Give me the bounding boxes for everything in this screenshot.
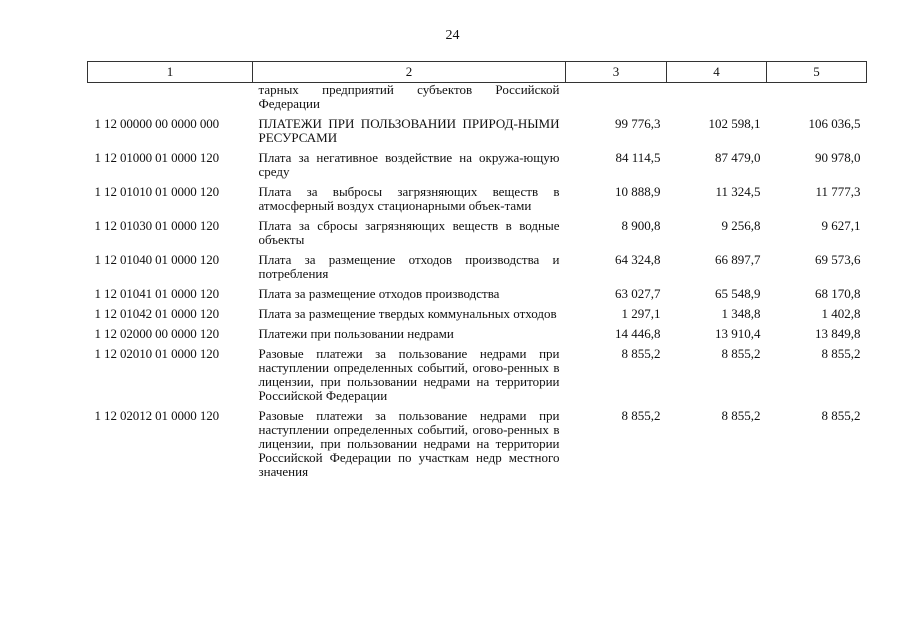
row-value-col5: 11 777,3 xyxy=(815,184,861,199)
row-value-col5 xyxy=(767,83,867,118)
row-name: Плата за выбросы загрязняющих веществ в атмосферный воздух стационарными объек-тами xyxy=(258,184,560,213)
row-value-col3: 63 027,7 xyxy=(615,286,661,301)
row-value-col3: 64 324,8 xyxy=(615,252,661,267)
row-code: 1 12 01042 01 0000 120 xyxy=(94,306,220,321)
row-value-col3: 14 446,8 xyxy=(615,326,661,341)
row-value-col4: 87 479,0 xyxy=(715,150,761,165)
row-value-col5: 90 978,0 xyxy=(815,150,861,165)
row-value-col3 xyxy=(566,83,667,118)
row-code: 1 12 01030 01 0000 120 xyxy=(94,218,220,233)
row-value-col4: 1 348,8 xyxy=(721,306,761,321)
table-row xyxy=(88,219,867,253)
row-value-col5: 68 170,8 xyxy=(815,286,861,301)
row-name: Плата за сбросы загрязняющих веществ в водные объекты xyxy=(258,218,560,247)
column-header-4: 4 xyxy=(667,62,767,83)
row-value-col4: 8 855,2 xyxy=(721,346,761,361)
row-value-col5: 69 573,6 xyxy=(815,252,861,267)
row-code: 1 12 01010 01 0000 120 xyxy=(94,184,220,199)
table-row xyxy=(88,307,867,327)
table-row xyxy=(88,151,867,185)
table-row xyxy=(88,253,867,287)
table-row xyxy=(88,327,867,347)
row-name: ПЛАТЕЖИ ПРИ ПОЛЬЗОВАНИИ ПРИРОД-НЫМИ РЕСУРСАМИ xyxy=(258,116,560,145)
row-value-col4 xyxy=(667,83,767,118)
header-row xyxy=(88,62,867,83)
row-value-col5: 13 849,8 xyxy=(815,326,861,341)
row-value-col3: 10 888,9 xyxy=(615,184,661,199)
row-value-col4: 13 910,4 xyxy=(715,326,761,341)
row-value-col5: 106 036,5 xyxy=(808,116,861,131)
column-header-5: 5 xyxy=(767,62,867,83)
row-code: 1 12 00000 00 0000 000 xyxy=(94,116,220,131)
row-value-col3: 99 776,3 xyxy=(615,116,661,131)
column-header-3: 3 xyxy=(566,62,667,83)
row-code: 1 12 02010 01 0000 120 xyxy=(94,346,220,361)
row-value-col5: 8 855,2 xyxy=(821,346,861,361)
row-value-col5: 9 627,1 xyxy=(821,218,861,233)
row-name: Плата за размещение отходов производства и потребления xyxy=(258,252,560,281)
row-code: 1 12 02012 01 0000 120 xyxy=(94,408,220,423)
column-header-2: 2 xyxy=(253,62,566,83)
row-name: Платежи при пользовании недрами xyxy=(258,326,454,341)
budget-table xyxy=(87,61,867,485)
row-value-col3: 1 297,1 xyxy=(621,306,661,321)
row-code: 1 12 02000 00 0000 120 xyxy=(94,326,220,341)
row-name: Разовые платежи за пользование недрами при наступлении определенных событий, огово-ренных в лицензии, при пользовании недрами на территории Российской Федерации по участкам недр местного значения xyxy=(258,408,560,479)
row-value-col4: 11 324,5 xyxy=(715,184,761,199)
table-row xyxy=(88,117,867,151)
row-value-col3: 8 855,2 xyxy=(621,408,661,423)
row-code: 1 12 01000 01 0000 120 xyxy=(94,150,220,165)
row-value-col4: 65 548,9 xyxy=(715,286,761,301)
row-value-col3: 84 114,5 xyxy=(615,150,661,165)
column-header-1: 1 xyxy=(88,62,253,83)
row-value-col5: 1 402,8 xyxy=(821,306,861,321)
row-value-col4: 66 897,7 xyxy=(715,252,761,267)
table-row xyxy=(88,287,867,307)
row-code: 1 12 01041 01 0000 120 xyxy=(94,286,220,301)
row-name: Плата за размещение отходов производства xyxy=(258,286,500,301)
row-value-col4: 8 855,2 xyxy=(721,408,761,423)
row-name: Плата за негативное воздействие на окружа-ющую среду xyxy=(258,150,560,179)
table-row xyxy=(88,83,867,118)
row-value-col4: 9 256,8 xyxy=(721,218,761,233)
row-name: Разовые платежи за пользование недрами при наступлении определенных событий, огово-ренных в лицензии, при пользовании недрами на территории Российской Федерации xyxy=(258,346,560,403)
row-code xyxy=(88,83,253,118)
table-row xyxy=(88,347,867,409)
row-value-col5: 8 855,2 xyxy=(821,408,861,423)
table-header xyxy=(88,62,867,83)
page-number: 24 xyxy=(445,28,460,43)
row-name: Плата за размещение твердых коммунальных отходов xyxy=(258,306,557,321)
row-value-col3: 8 855,2 xyxy=(621,346,661,361)
row-name: тарных предприятий субъектов Российской Федерации xyxy=(258,82,560,111)
table-body xyxy=(88,83,867,486)
row-value-col3: 8 900,8 xyxy=(621,218,661,233)
row-code: 1 12 01040 01 0000 120 xyxy=(94,252,220,267)
table-row xyxy=(88,409,867,485)
row-value-col4: 102 598,1 xyxy=(708,116,761,131)
table-row xyxy=(88,185,867,219)
